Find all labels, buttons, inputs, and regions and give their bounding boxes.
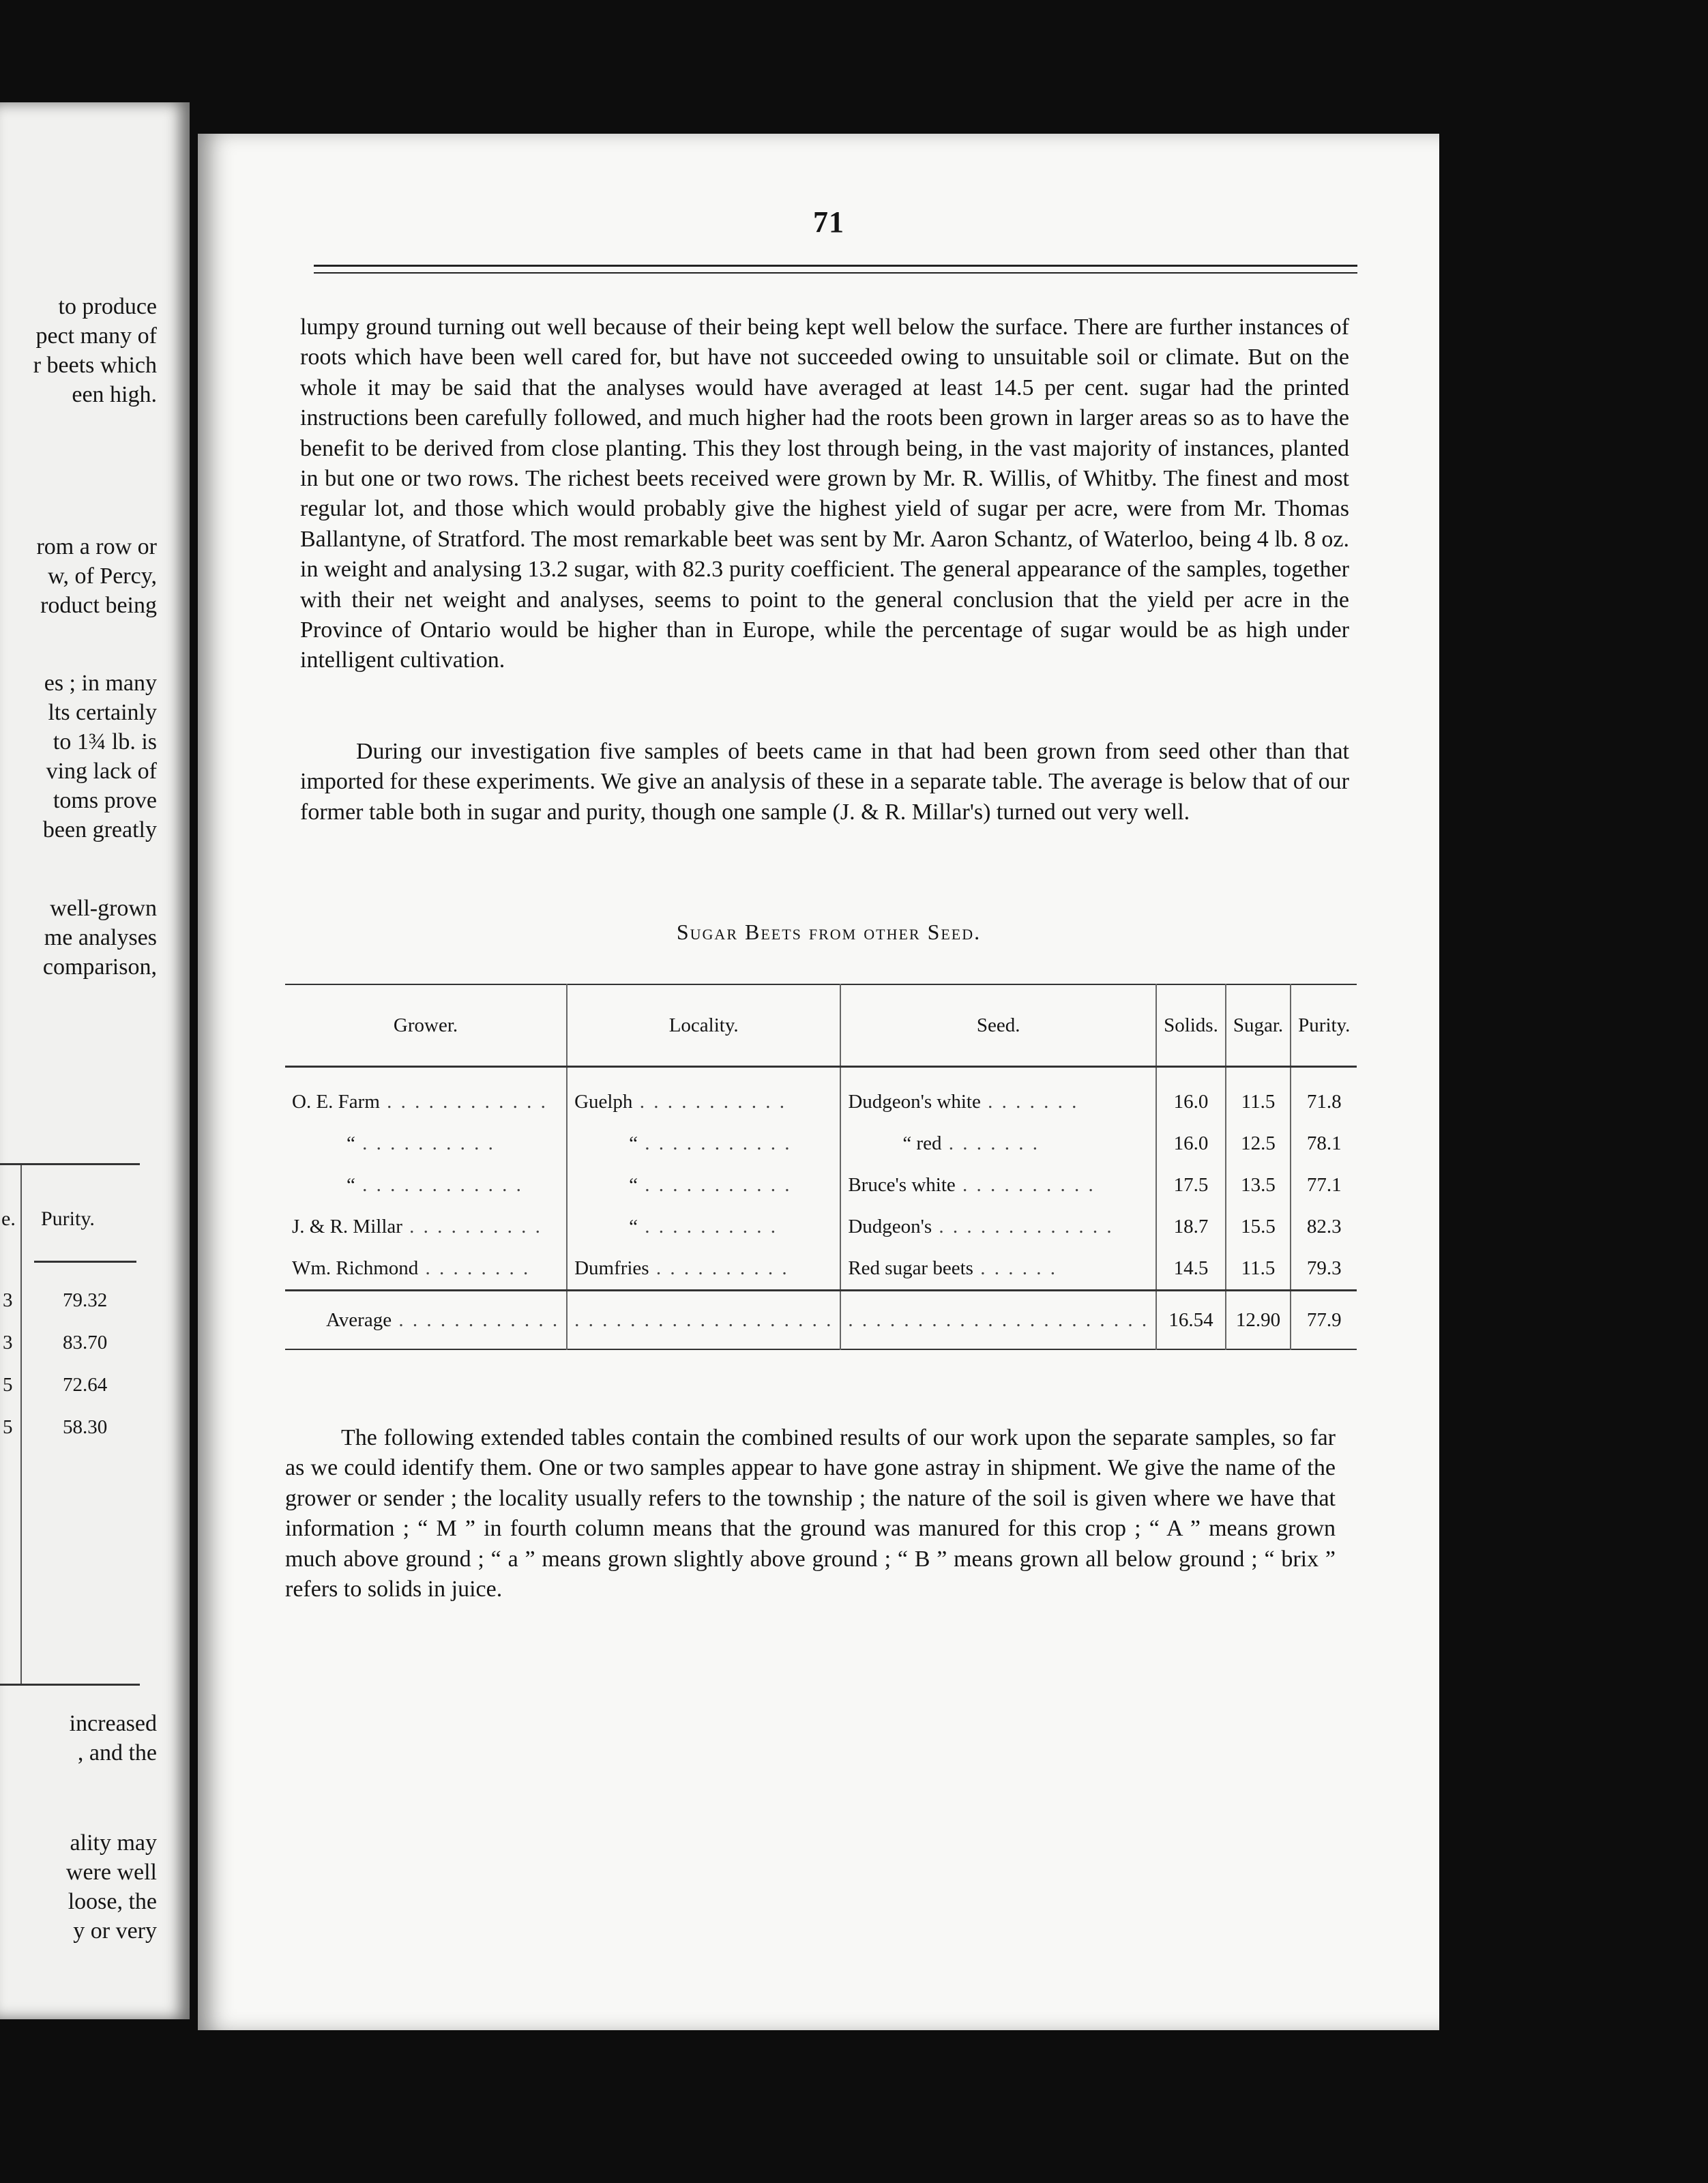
cell-average-sugar: 12.90 [1226,1291,1291,1350]
cell-locality: “ . . . . . . . . . . . [567,1164,840,1206]
left-text-block-5: increased , and the [69,1711,157,1766]
cell-average-locality: . . . . . . . . . . . . . . . . . . . [567,1291,840,1350]
previous-page-strip [0,102,190,2019]
paragraph-1: lumpy ground turning out well because of their being kept well below the surface. There are further instances of roots which have been well cared for, but have not succeeded owing to unsuitable soil or climate. But on the whole it may be said that the analyses would have averaged at least 14.5 per cent. sugar had the printed instructions been carefully followed, and much higher had the roots been grown in larger areas so as to have the benefit to be derived from close planting. This they lost through being, in the vast majority of instances, planted in but one or two rows. The richest beets received were grown by Mr. R. Willis, of Whitby. The finest and most regular lot, and those which would probably give the highest yield of sugar per acre, were from Mr. Thomas Ballantyne, of Stratford. The most remarkable beet was sent by Mr. Aaron Schantz, of Waterloo, being 4 lb. 8 oz. in weight and analysing 13.2 sugar, with 82.3 purity coefficient. The general appearance of the samples, together with their net weight and analyses, seems to point to the general conclusion that the yield per acre in the Province of Ontario would be higher than in Europe, while the percentage of sugar would be as high under intelligent cultivation. [300,314,1349,673]
sugar-beets-table [285,984,1357,1350]
left-table-value: 58.30 [63,1416,108,1438]
cell-sugar: 11.5 [1226,1248,1291,1291]
cell-purity: 79.3 [1291,1248,1357,1291]
paragraph-2: During our investigation five samples of beets came in that had been grown from seed other than that imported for these experiments. We give an analysis of these in a separate table. The average is below that of our former table both in sugar and purity, though one sample (J. & R. Millar's) turned out very well. [300,739,1349,825]
cell-solids: 16.0 [1156,1123,1226,1164]
table-row [285,1248,1357,1291]
header-double-rule [314,265,1357,274]
left-table-stub-head: e. [1,1207,16,1230]
paragraph-3: The following extended tables contain the combined results of our work upon the separate samples, so far as we could identify them. One or two samples appear to have gone astray in shipment. We give the name of the grower or sender ; the locality usually refers to the township ; the nature of the soil is given where we have that information ; “ M ” in fourth column means that the ground was manured for this crop ; “ A ” means grown much above ground ; “ a ” means grown slightly above ground ; “ B ” means grown all below ground ; “ brix ” refers to solids in juice. [285,1425,1336,1602]
cell-purity: 82.3 [1291,1206,1357,1248]
cell-seed: “ red . . . . . . . [840,1123,1156,1164]
cell-purity: 78.1 [1291,1123,1357,1164]
header-grower: Grower. [285,984,567,1067]
left-table-stub: 3 [3,1289,13,1311]
table-title: Sugar Beets from other Seed. [676,920,982,944]
cell-grower: Wm. Richmond . . . . . . . . [292,1257,531,1279]
table-row [285,1164,1357,1206]
table-row [285,1123,1357,1164]
cell-average-label: Average . . . . . . . . . . . . [285,1291,567,1350]
cell-average-solids: 16.54 [1156,1291,1226,1350]
cell-purity: 77.1 [1291,1164,1357,1206]
left-table-header-rule [34,1261,136,1263]
cell-locality: Dumfries . . . . . . . . . . [567,1248,840,1291]
left-text-block-1: to produce pect many of r beets which een high. [33,294,157,407]
cell-seed: Bruce's white . . . . . . . . . . [840,1164,1156,1206]
left-table-fragment [0,1163,140,1686]
header-sugar: Sugar. [1226,984,1291,1067]
table-header-row [285,984,1357,1067]
table-row [285,1206,1357,1248]
header-locality: Locality. [567,984,840,1067]
header-seed: Seed. [840,984,1156,1067]
cell-grower: “ . . . . . . . . . . . . [347,1174,523,1196]
cell-average-seed: . . . . . . . . . . . . . . . . . . . . . . [840,1291,1156,1350]
cell-locality: Guelph . . . . . . . . . . . [567,1067,840,1124]
cell-purity: 71.8 [1291,1067,1357,1124]
cell-sugar: 12.5 [1226,1123,1291,1164]
header-solids: Solids. [1156,984,1226,1067]
left-table-value: 72.64 [63,1374,108,1396]
cell-grower: O. E. Farm . . . . . . . . . . . . [292,1091,548,1113]
left-table-purity-head: Purity. [41,1207,95,1230]
cell-sugar: 11.5 [1226,1067,1291,1124]
left-text-block-6: ality may were well loose, the y or very [65,1830,157,1944]
cell-locality: “ . . . . . . . . . . [567,1206,840,1248]
cell-grower: J. & R. Millar . . . . . . . . . . [292,1216,542,1237]
cell-grower: “ . . . . . . . . . . [347,1132,495,1154]
cell-seed: Dudgeon's . . . . . . . . . . . . . [840,1206,1156,1248]
left-text-block-2: rom a row or w, of Percy, roduct being [36,534,157,618]
left-table-value: 83.70 [63,1332,108,1353]
page-number: 71 [813,205,844,239]
left-text-block-4: well-grown me analyses comparison, [42,896,157,980]
table-row [285,1067,1357,1124]
document-page [198,134,1439,2030]
left-table-value: 79.32 [63,1289,108,1311]
left-table-stub: 5 [3,1374,13,1396]
cell-solids: 16.0 [1156,1067,1226,1124]
header-purity: Purity. [1291,984,1357,1067]
cell-sugar: 15.5 [1226,1206,1291,1248]
left-table-stub: 3 [3,1332,13,1353]
left-table-divider [20,1165,22,1684]
cell-solids: 18.7 [1156,1206,1226,1248]
cell-sugar: 13.5 [1226,1164,1291,1206]
cell-locality: “ . . . . . . . . . . . [567,1123,840,1164]
cell-seed: Dudgeon's white . . . . . . . [840,1067,1156,1124]
cell-average-purity: 77.9 [1291,1291,1357,1350]
cell-seed: Red sugar beets . . . . . . [840,1248,1156,1291]
cell-solids: 17.5 [1156,1164,1226,1206]
left-text-block-3: es ; in many lts certainly to 1¾ lb. is ving lack of toms prove been greatly [42,671,157,843]
table-average-row [285,1291,1357,1350]
cell-solids: 14.5 [1156,1248,1226,1291]
left-table-stub: 5 [3,1416,13,1438]
